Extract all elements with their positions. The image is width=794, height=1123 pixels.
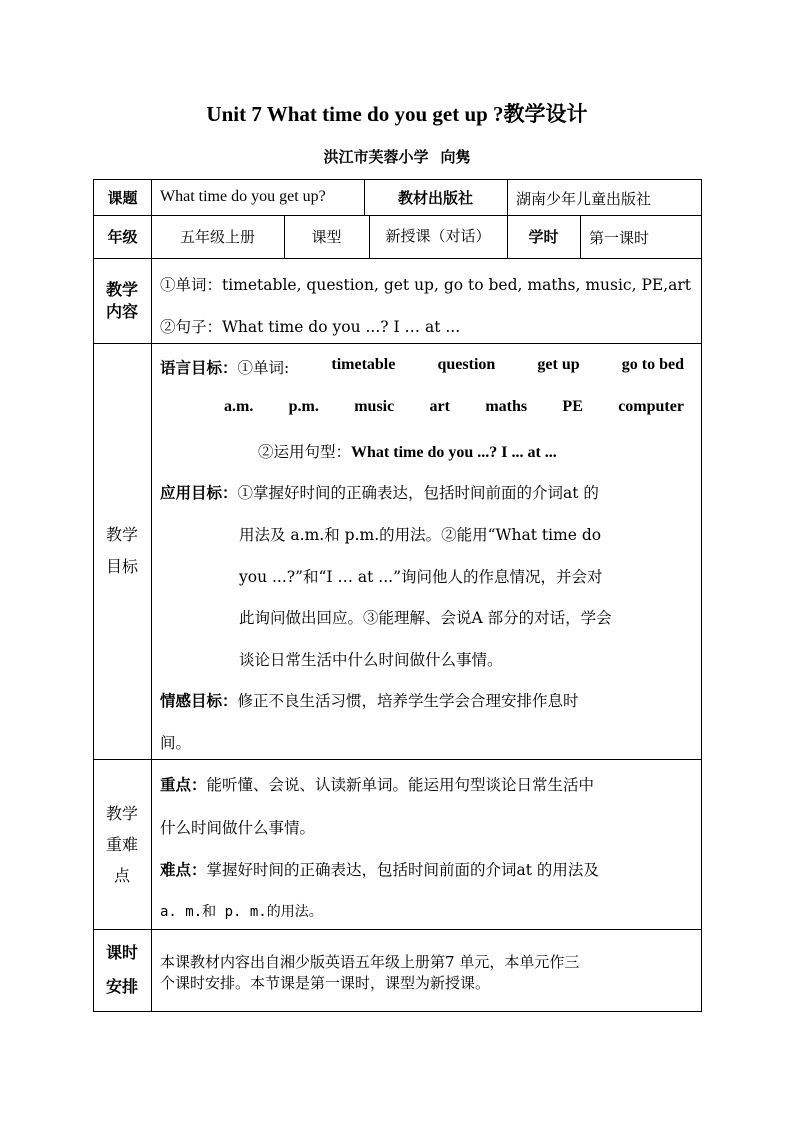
school-name: 洪江市芙蓉小学 <box>323 148 429 166</box>
label-grade: 年级 <box>107 228 138 246</box>
topic-value: What time do you get up? <box>160 188 326 205</box>
emotion-goal-text: 间。 <box>160 734 192 752</box>
row-divider <box>94 759 701 760</box>
schedule-text: 本课教材内容出自湘少版英语五年级上册第7 单元，本单元作三 <box>160 953 580 971</box>
label-publisher: 教材出版社 <box>397 189 473 207</box>
goal-word: question <box>437 356 496 373</box>
label-topic: 课题 <box>107 189 138 207</box>
goal-sentence: What time do you ...? I ... at ... <box>351 444 557 461</box>
key-point-label: 重点： <box>160 775 207 794</box>
application-goal-text: ①掌握好时间的正确表达，包括时间前面的介词at 的 <box>237 484 599 502</box>
difficult-point-label: 难点： <box>160 860 207 879</box>
schedule-text: 个课时安排。本节课是第一课时，课型为新授课。 <box>160 974 491 992</box>
goal-word: music <box>354 398 395 415</box>
application-goal-line <box>160 481 599 503</box>
content-words: ①单词：timetable, question, get up, go to bed, maths, music, PE,art <box>160 276 692 294</box>
row-divider <box>94 343 701 344</box>
goal-word: PE <box>562 398 583 415</box>
application-goal-text: you ...?”和“I … at ...”询问他人的作息情况，并会对 <box>239 568 603 586</box>
goal-word: get up <box>537 356 580 373</box>
application-goal-text: 此询问做出回应。③能理解、会说A 部分的对话，学会 <box>239 609 612 627</box>
difficult-point-line <box>160 858 599 880</box>
document-title: Unit 7 What time do you get up ?教学设计 <box>206 102 588 126</box>
label-keypoints: 教学重难点 <box>105 803 138 885</box>
row-divider <box>94 929 701 930</box>
column-divider <box>151 180 152 1011</box>
content-sentences: ②句子：What time do you ...? I … at ... <box>160 318 461 336</box>
goal-sentence-line <box>258 440 557 462</box>
language-goal-label: 语言目标： <box>160 358 238 377</box>
emotion-goal-label: 情感目标： <box>160 691 238 710</box>
goal-word: a.m. <box>224 398 254 415</box>
goal-word: computer <box>618 398 684 415</box>
application-goal-text: 谈论日常生活中什么时间做什么事情。 <box>239 651 503 669</box>
emotion-goal-line <box>160 689 579 711</box>
goal-word: timetable <box>331 356 396 373</box>
emotion-goal-text: 修正不良生活习惯，培养学生学会合理安排作息时 <box>237 692 579 710</box>
language-goal-prefix: ①单词: <box>237 359 290 377</box>
label-schedule: 课时安排 <box>105 943 138 996</box>
column-divider <box>369 215 370 258</box>
goal-word: maths <box>485 398 528 415</box>
lesson-type-value: 新授课（对话） <box>385 227 491 245</box>
author-name: 向隽 <box>440 148 471 166</box>
difficult-point-text: 掌握好时间的正确表达，包括时间前面的介词at 的用法及 <box>206 861 599 879</box>
goal-words-line <box>224 398 684 416</box>
period-value: 第一课时 <box>589 229 650 247</box>
language-goal-line <box>160 356 684 378</box>
key-point-text: 能听懂、会说、认读新单词。能运用句型谈论日常生活中 <box>206 776 595 794</box>
goal-word: art <box>429 398 450 415</box>
label-content: 教学内容 <box>106 279 139 321</box>
key-point-text: 什么时间做什么事情。 <box>160 819 316 837</box>
publisher-value: 湖南少年儿童出版社 <box>516 190 652 208</box>
key-point-line <box>160 773 594 795</box>
label-goals: 教学目标 <box>105 525 138 576</box>
lesson-plan-table <box>93 179 702 1012</box>
column-divider <box>580 215 581 258</box>
column-divider <box>507 180 508 215</box>
grade-value: 五年级上册 <box>179 228 255 246</box>
goal-word: go to bed <box>621 356 684 373</box>
goal-word: p.m. <box>288 398 319 415</box>
label-period: 学时 <box>528 228 559 246</box>
difficult-point-text: a. m.和 p. m.的用法。 <box>160 904 323 920</box>
document-subtitle <box>0 146 794 167</box>
application-goal-label: 应用目标： <box>160 483 238 502</box>
row-divider <box>94 258 701 259</box>
label-lesson-type: 课型 <box>311 228 342 246</box>
application-goal-text: 用法及 a.m.和 p.m.的用法。②能用“What time do <box>239 526 602 544</box>
goal-sentence-prefix: ②运用句型： <box>258 443 352 461</box>
